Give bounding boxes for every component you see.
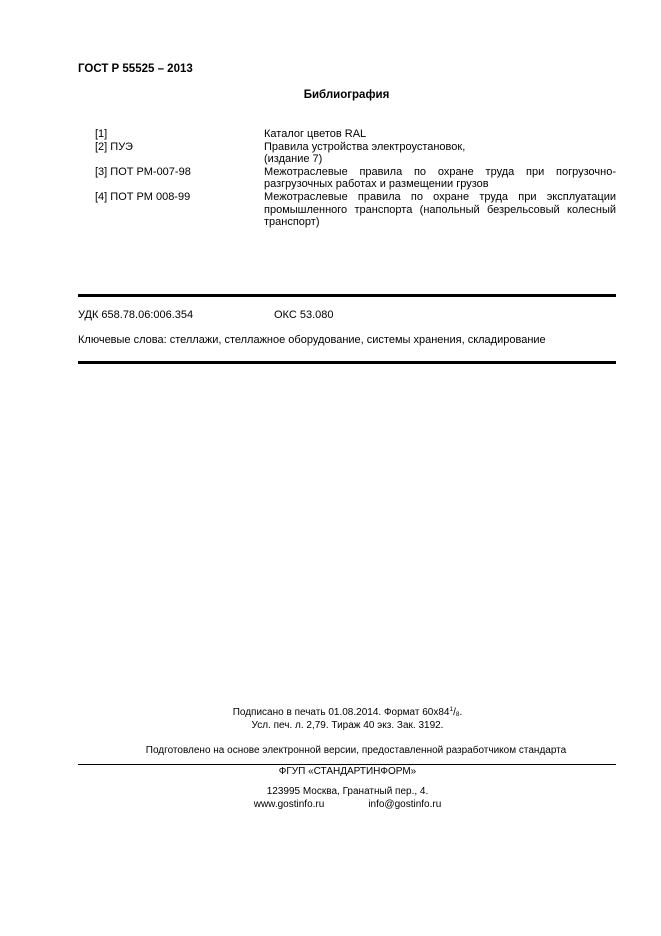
bibliography-ref: [3] ПОТ РМ-007-98: [95, 165, 191, 178]
imprint-signed-text: Подписано в печать 01.08.2014. Формат 60x84: [232, 707, 450, 718]
format-denominator: 8: [455, 711, 460, 718]
bibliography-text: Межотраслевые правила по охране труда при эксплуатации промышленного транспорта (напольный безрельсовый колесный транспорт): [264, 190, 616, 229]
bibliography-text: [264, 141, 616, 166]
imprint-signed-line: [34, 707, 661, 720]
bibliography-text: Межотраслевые правила по охране труда при погрузочно-разгрузочных работах и размещении грузов: [264, 165, 616, 191]
publisher-contacts: [0, 786, 661, 811]
bibliography-ref: [4] ПОТ РМ 008-99: [95, 190, 191, 203]
bibliography-entry: [95, 191, 616, 229]
publisher-address: 123995 Москва, Гранатный пер., 4.: [266, 786, 429, 797]
bibliography-title: Библиография: [303, 89, 390, 101]
format-slash: /: [453, 707, 456, 718]
classification-row: [78, 309, 334, 321]
footer-divider: [78, 764, 616, 765]
bibliography-entry: [95, 128, 616, 141]
email-link[interactable]: info@gostinfo.ru: [368, 798, 442, 810]
website-link[interactable]: www.gostinfo.ru: [253, 798, 325, 810]
bibliography-text-line: Каталог цветов RAL: [264, 128, 367, 140]
bibliography-text-line: Правила устройства электроустановок,: [264, 140, 466, 153]
bibliography-entry: [95, 141, 616, 166]
bibliography-entry: [95, 166, 616, 191]
bibliography-list: [95, 128, 616, 229]
bottom-divider: [78, 361, 616, 364]
oks-code: ОКС 53.080: [274, 309, 334, 321]
imprint-print-info: Усл. печ. л. 2,79. Тираж 40 экз. Зак. 3192.: [251, 719, 444, 731]
top-divider: [78, 294, 616, 297]
bibliography-ref: [2] ПУЭ: [95, 140, 133, 153]
bibliography-ref: [1]: [95, 128, 108, 140]
imprint-block: [0, 707, 661, 732]
prepared-note: Подготовлено на основе электронной версии, предоставленной разработчиком стандарта: [145, 745, 567, 756]
format-suffix: .: [459, 707, 463, 718]
bibliography-text: [264, 128, 616, 141]
publisher-contact-row: [34, 799, 661, 812]
format-numerator: 1: [449, 706, 454, 713]
udk-code: УДК 658.78.06:006.354: [78, 309, 194, 321]
bibliography-text-line: (издание 7): [264, 153, 323, 166]
publisher-name: ФГУП «СТАНДАРТИНФОРМ»: [278, 766, 417, 777]
standard-id-header: ГОСТ Р 55525 – 2013: [78, 63, 193, 75]
keywords: Ключевые слова: стеллажи, стеллажное оборудование, системы хранения, складирование: [78, 334, 546, 346]
